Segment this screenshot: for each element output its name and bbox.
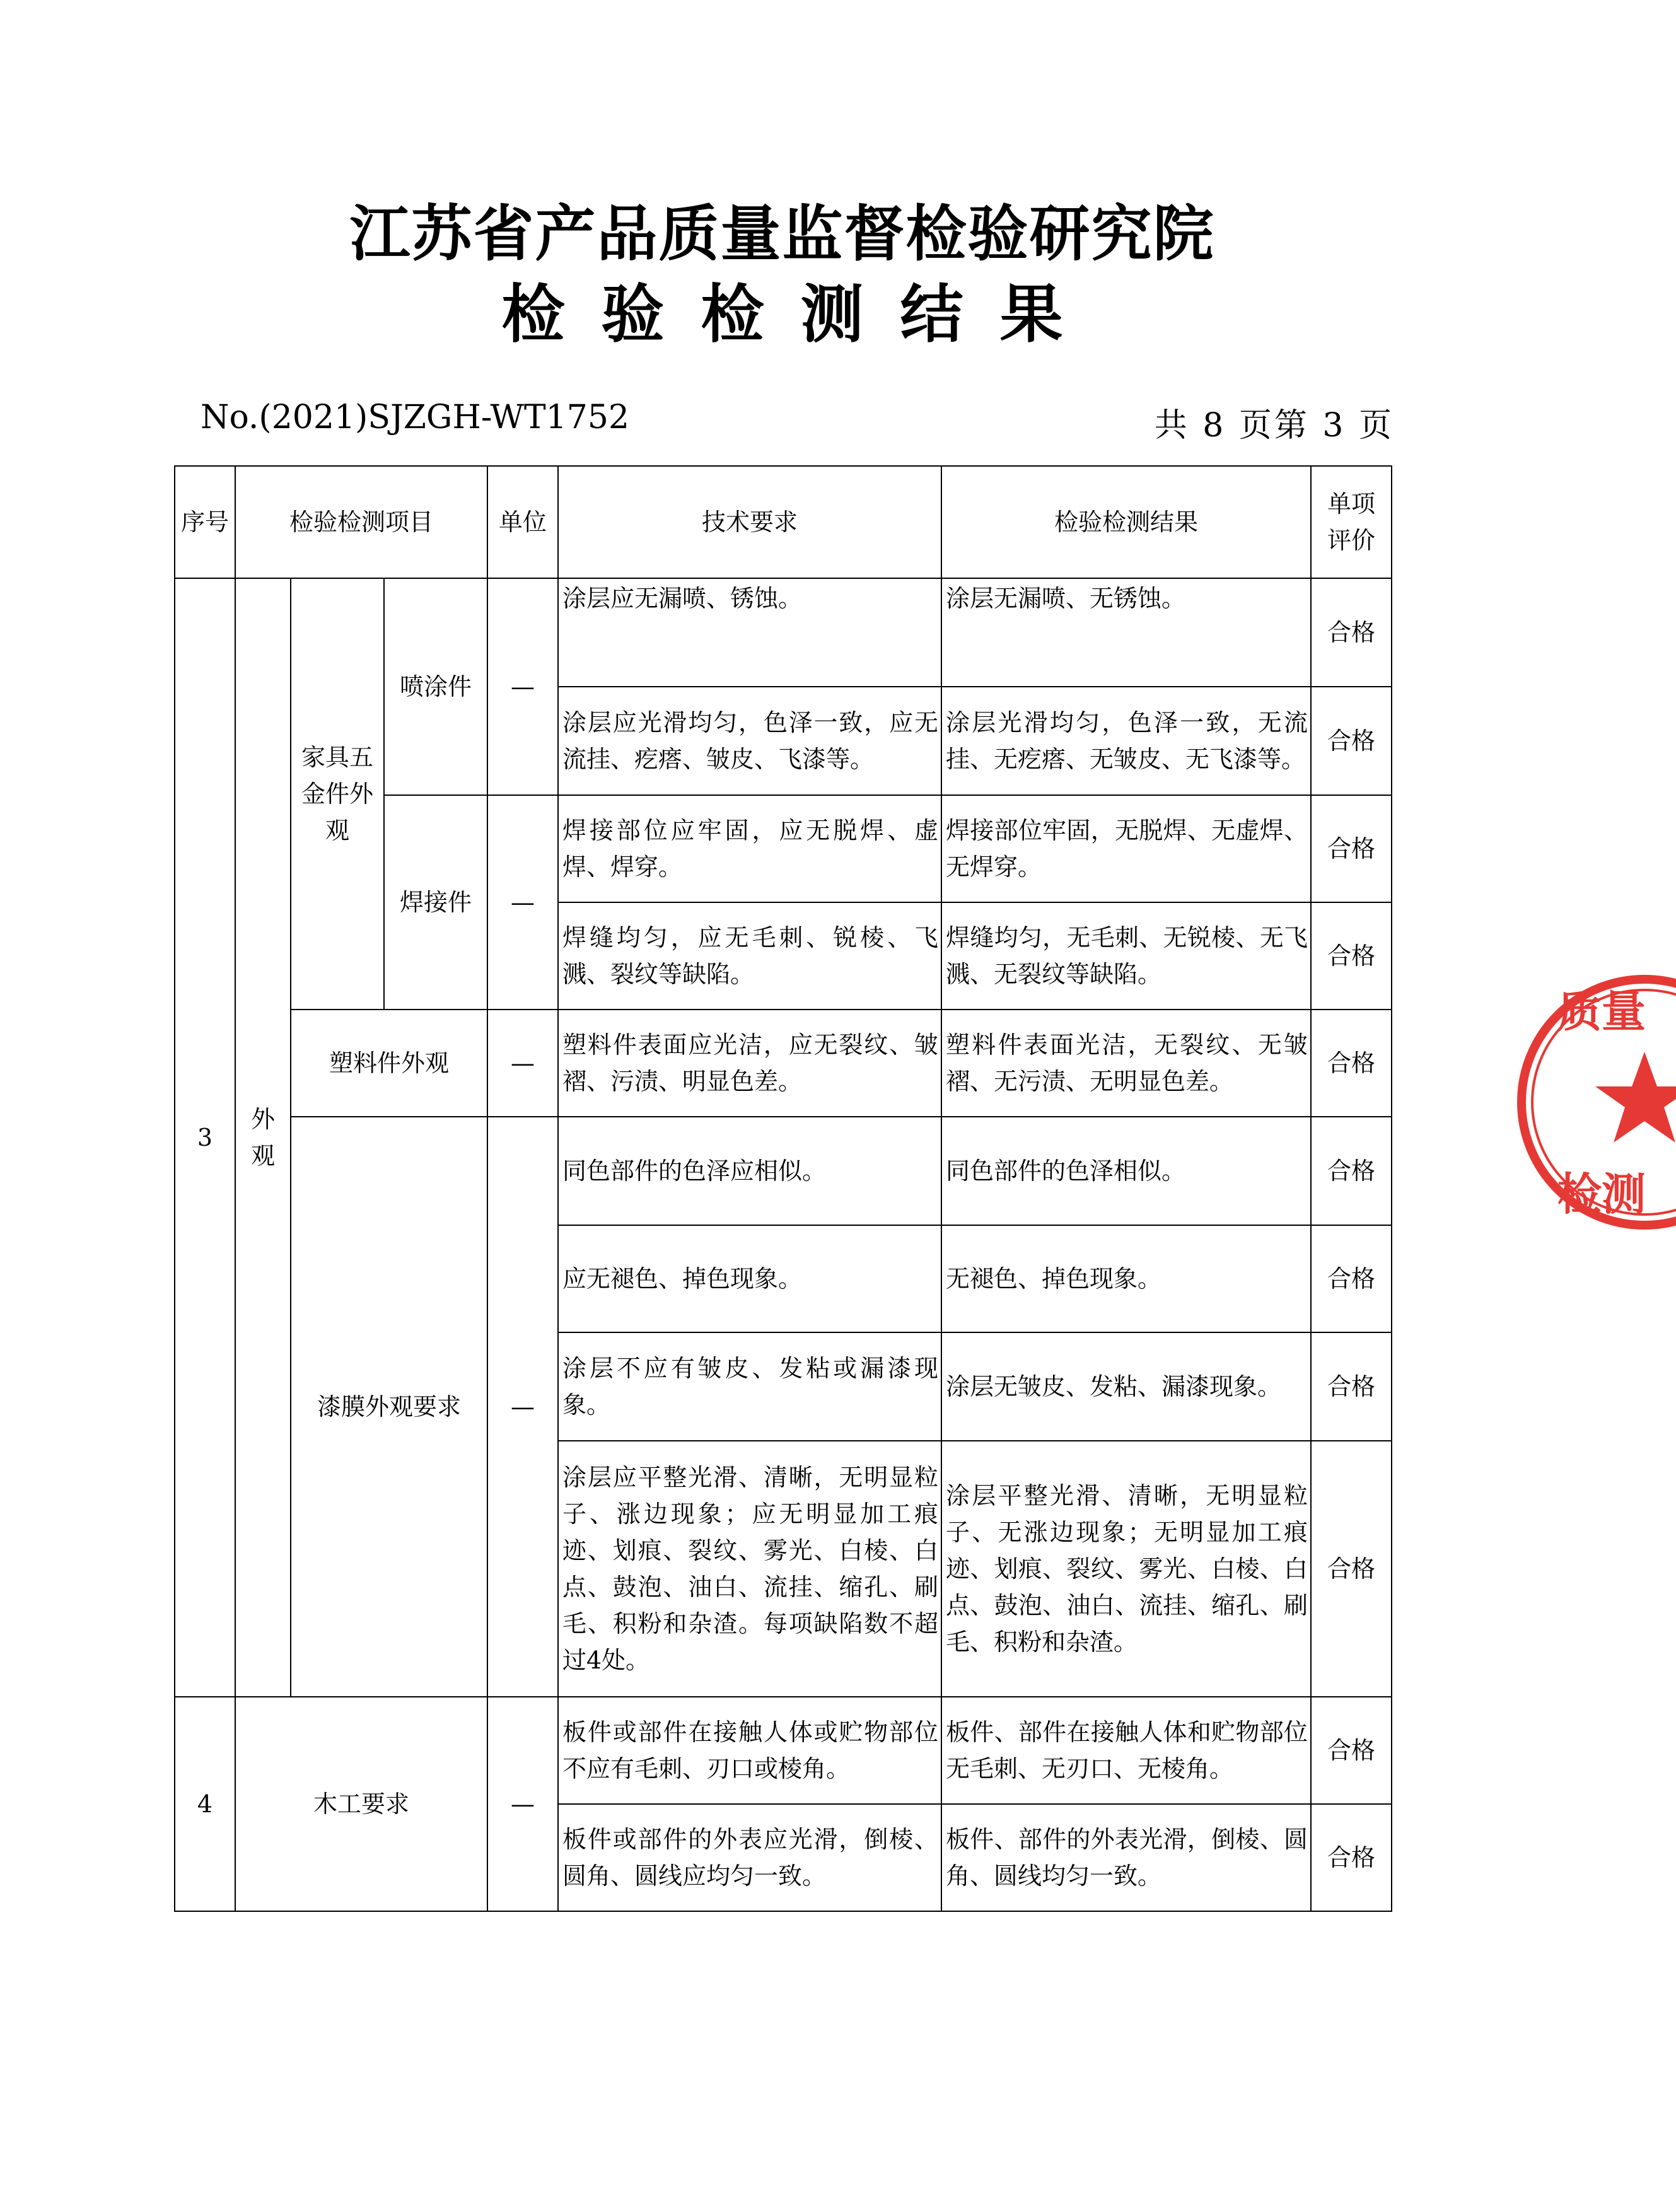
requirement-cell: 涂层应光滑均匀，色泽一致，应无流挂、疙瘩、皱皮、飞漆等。 (558, 687, 941, 795)
eval-cell: 合格 (1311, 578, 1392, 687)
eval-cell: 合格 (1311, 1332, 1392, 1441)
report-title: 江苏省产品质量监督检验研究院 (349, 199, 1215, 269)
item-cell: 喷涂件 (384, 578, 487, 795)
table-row (175, 578, 1392, 687)
table-row (175, 1697, 1392, 1804)
page-info: 共 8 页第 3 页 (1154, 407, 1394, 445)
result-cell: 板件、部件在接触人体和贮物部位无毛刺、无刃口、无棱角。 (941, 1697, 1311, 1804)
seal-text-bottom: 检测 (1557, 1168, 1646, 1220)
eval-cell: 合格 (1311, 1441, 1392, 1697)
report-subtitle: 检验检测结果 (501, 277, 1100, 351)
seq-cell: 4 (175, 1697, 235, 1911)
table-header-row (175, 466, 1392, 578)
eval-cell: 合格 (1311, 1117, 1392, 1225)
eval-cell: 合格 (1311, 1010, 1392, 1117)
requirement-cell: 焊接部位应牢固，应无脱焊、虚焊、焊穿。 (558, 795, 941, 902)
col-header-result: 检验检测结果 (941, 466, 1311, 578)
col-header-requirement: 技术要求 (558, 466, 941, 578)
table-row (175, 1117, 1392, 1225)
table-row (175, 1010, 1392, 1117)
requirement-cell: 涂层应平整光滑、清晰，无明显粒子、涨边现象；应无明显加工痕迹、划痕、裂纹、雾光、白棱、白点、鼓泡、油白、流挂、缩孔、刷毛、积粉和杂渣。每项缺陷数不超过4处。 (558, 1441, 941, 1697)
requirement-cell: 焊缝均匀，应无毛刺、锐棱、飞溅、裂纹等缺陷。 (558, 902, 941, 1010)
item-cell: 木工要求 (235, 1697, 487, 1911)
seq-cell: 3 (175, 578, 235, 1697)
result-cell: 涂层无皱皮、发粘、漏漆现象。 (941, 1332, 1311, 1441)
result-cell: 塑料件表面光洁，无裂纹、无皱褶、无污渍、无明显色差。 (941, 1010, 1311, 1117)
col-header-unit: 单位 (487, 466, 558, 578)
result-cell: 无褪色、掉色现象。 (941, 1225, 1311, 1332)
item-cell: 塑料件外观 (291, 1010, 487, 1117)
seal-stamp (1512, 957, 1676, 1247)
seal-text-top: 质量 (1557, 986, 1646, 1037)
result-cell: 涂层无漏喷、无锈蚀。 (941, 578, 1311, 687)
item-cell: 漆膜外观要求 (291, 1117, 487, 1697)
unit-cell: — (487, 1697, 558, 1911)
col-header-item: 检验检测项目 (235, 466, 487, 578)
item-cell: 焊接件 (384, 795, 487, 1010)
category-cell: 外观 (235, 578, 291, 1697)
eval-cell: 合格 (1311, 1804, 1392, 1911)
seal-star-icon (1595, 1052, 1676, 1143)
eval-cell: 合格 (1311, 687, 1392, 795)
col-header-eval: 单项评价 (1311, 466, 1392, 578)
requirement-cell: 板件或部件的外表应光滑，倒棱、圆角、圆线应均匀一致。 (558, 1804, 941, 1911)
eval-cell: 合格 (1311, 1225, 1392, 1332)
eval-cell: 合格 (1311, 795, 1392, 902)
requirement-cell: 板件或部件在接触人体或贮物部位不应有毛刺、刃口或棱角。 (558, 1697, 941, 1804)
result-cell: 涂层平整光滑、清晰，无明显粒子、无涨边现象；无明显加工痕迹、划痕、裂纹、雾光、白棱、白点、鼓泡、油白、流挂、缩孔、刷毛、积粉和杂渣。 (941, 1441, 1311, 1697)
eval-cell: 合格 (1311, 902, 1392, 1010)
document-number: No.(2021)SJZGH-WT1752 (201, 399, 630, 436)
requirement-cell: 涂层应无漏喷、锈蚀。 (558, 578, 941, 687)
eval-cell: 合格 (1311, 1697, 1392, 1804)
unit-cell: — (487, 578, 558, 795)
result-cell: 焊接部位牢固，无脱焊、无虚焊、无焊穿。 (941, 795, 1311, 902)
unit-cell: — (487, 1117, 558, 1697)
unit-cell: — (487, 795, 558, 1010)
result-cell: 同色部件的色泽相似。 (941, 1117, 1311, 1225)
unit-cell: — (487, 1010, 558, 1117)
requirement-cell: 应无褪色、掉色现象。 (558, 1225, 941, 1332)
subcategory-cell: 家具五金件外观 (291, 578, 384, 1010)
requirement-cell: 同色部件的色泽应相似。 (558, 1117, 941, 1225)
requirement-cell: 涂层不应有皱皮、发粘或漏漆现象。 (558, 1332, 941, 1441)
result-cell: 涂层光滑均匀，色泽一致，无流挂、无疙瘩、无皱皮、无飞漆等。 (941, 687, 1311, 795)
results-table (174, 465, 1392, 1912)
result-cell: 焊缝均匀，无毛刺、无锐棱、无飞溅、无裂纹等缺陷。 (941, 902, 1311, 1010)
requirement-cell: 塑料件表面应光洁，应无裂纹、皱褶、污渍、明显色差。 (558, 1010, 941, 1117)
col-header-seq: 序号 (175, 466, 235, 578)
result-cell: 板件、部件的外表光滑，倒棱、圆角、圆线均匀一致。 (941, 1804, 1311, 1911)
